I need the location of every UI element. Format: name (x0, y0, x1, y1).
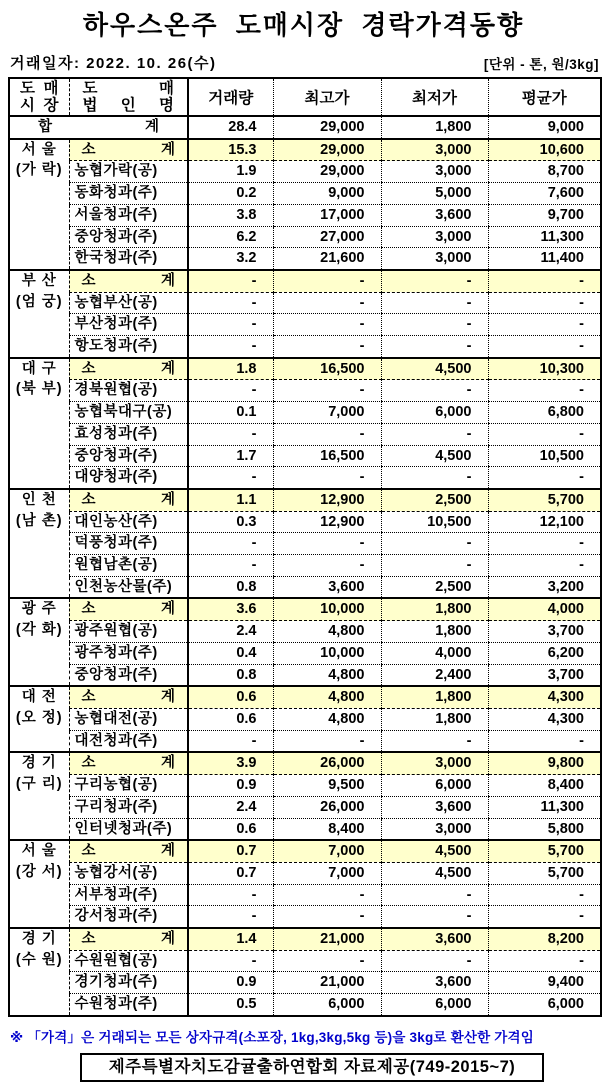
subtotal-row (9, 752, 601, 774)
corp-volume: 2.4 (188, 621, 273, 643)
subtotal-low: 3,000 (381, 752, 488, 774)
subtotal-volume: 0.7 (188, 840, 273, 862)
corp-high: 3,600 (273, 576, 381, 598)
company-row (9, 533, 601, 555)
subtotal-high: 21,000 (273, 928, 381, 950)
corp-low: - (381, 380, 488, 402)
corp-high: - (273, 423, 381, 445)
subtotal-avg: - (488, 270, 601, 292)
corp-high: 27,000 (273, 226, 381, 248)
corp-low: 1,800 (381, 708, 488, 730)
header-volume: 거래량 (188, 78, 273, 116)
corp-low: 4,500 (381, 445, 488, 467)
corp-high: - (273, 555, 381, 577)
corp-low: - (381, 533, 488, 555)
corp-low: - (381, 292, 488, 314)
company-row (9, 642, 601, 664)
subtotal-high: 16,500 (273, 358, 381, 380)
company-row (9, 775, 601, 797)
corp-high: 7,000 (273, 862, 381, 884)
header-market-line1: 도 매 (20, 80, 59, 97)
corp-avg: - (488, 950, 601, 972)
market-name: 경 기 (21, 931, 57, 948)
submarket-name: (가 락) (15, 162, 63, 179)
subtotal-row (9, 928, 601, 950)
corp-name: 동화청과(주) (69, 183, 188, 205)
company-row (9, 884, 601, 906)
market-cell (9, 358, 69, 489)
subtotal-low: 4,500 (381, 840, 488, 862)
corp-volume: 6.2 (188, 226, 273, 248)
corp-high: 8,400 (273, 818, 381, 840)
corp-avg: 11,300 (488, 226, 601, 248)
corp-name: 서부청과(주) (69, 884, 188, 906)
corp-volume: 1.9 (188, 161, 273, 183)
subtotal-avg: 8,200 (488, 928, 601, 950)
corp-name: 수원청과(주) (69, 994, 188, 1016)
subtotal-volume: 1.8 (188, 358, 273, 380)
header-market (9, 78, 69, 116)
subtotal-label: 소 계 (69, 358, 188, 380)
corp-volume: - (188, 555, 273, 577)
corp-low: 2,400 (381, 664, 488, 686)
company-row (9, 204, 601, 226)
market-cell (9, 928, 69, 1016)
corp-avg: 11,400 (488, 248, 601, 270)
corp-avg: 11,300 (488, 796, 601, 818)
subtotal-volume: 0.6 (188, 686, 273, 708)
corp-high: 21,000 (273, 972, 381, 994)
company-row (9, 576, 601, 598)
corp-volume: 0.5 (188, 994, 273, 1016)
corp-low: - (381, 467, 488, 489)
corp-avg: - (488, 292, 601, 314)
subtotal-high: 10,000 (273, 598, 381, 620)
corp-volume: - (188, 423, 273, 445)
company-row (9, 292, 601, 314)
subtotal-row (9, 489, 601, 511)
corp-avg: 5,800 (488, 818, 601, 840)
corp-volume: 0.8 (188, 664, 273, 686)
corp-low: 3,000 (381, 226, 488, 248)
corp-high: 9,000 (273, 183, 381, 205)
header-corp-line1: 도 매 (82, 80, 174, 97)
market-cell (9, 752, 69, 840)
subtotal-row (9, 270, 601, 292)
table-header-row (9, 78, 601, 116)
market-name: 서 울 (21, 141, 57, 158)
subtotal-volume: 1.4 (188, 928, 273, 950)
submarket-name: (강 서) (15, 863, 63, 880)
subtotal-avg: 4,000 (488, 598, 601, 620)
subtotal-label: 소 계 (69, 270, 188, 292)
company-row (9, 511, 601, 533)
company-row (9, 906, 601, 928)
company-row (9, 664, 601, 686)
market-name: 대 전 (21, 689, 57, 706)
company-row (9, 226, 601, 248)
corp-avg: - (488, 730, 601, 752)
corp-high: - (273, 380, 381, 402)
corp-volume: 0.7 (188, 862, 273, 884)
corp-volume: 0.8 (188, 576, 273, 598)
total-label: 합 계 (9, 116, 188, 139)
corp-volume: 0.3 (188, 511, 273, 533)
corp-avg: - (488, 884, 601, 906)
corp-volume: - (188, 730, 273, 752)
subtotal-row (9, 686, 601, 708)
corp-name: 농협가락(공) (69, 161, 188, 183)
corp-low: 5,000 (381, 183, 488, 205)
company-row (9, 708, 601, 730)
corp-name: 구리농협(공) (69, 775, 188, 797)
unit-label: [단위 - 톤, 원/3kg] (483, 57, 599, 72)
corp-name: 농협부산(공) (69, 292, 188, 314)
corp-low: - (381, 336, 488, 358)
header-high-price: 최고가 (273, 78, 381, 116)
corp-volume: - (188, 906, 273, 928)
corp-volume: - (188, 884, 273, 906)
subtotal-high: 26,000 (273, 752, 381, 774)
corp-name: 효성청과(주) (69, 423, 188, 445)
total-avg: 9,000 (488, 116, 601, 139)
corp-high: - (273, 292, 381, 314)
corp-low: - (381, 555, 488, 577)
subtotal-row (9, 598, 601, 620)
market-cell (9, 598, 69, 686)
company-row (9, 467, 601, 489)
corp-name: 수원원협(공) (69, 950, 188, 972)
corp-avg: 6,000 (488, 994, 601, 1016)
corp-avg: 9,400 (488, 972, 601, 994)
corp-avg: - (488, 467, 601, 489)
corp-high: - (273, 314, 381, 336)
corp-avg: - (488, 336, 601, 358)
market-name: 대 구 (21, 360, 57, 377)
subtotal-high: 4,800 (273, 686, 381, 708)
company-row (9, 402, 601, 424)
corp-name: 한국청과(주) (69, 248, 188, 270)
market-name: 서 울 (21, 843, 57, 860)
corp-low: - (381, 884, 488, 906)
corp-low: 3,600 (381, 204, 488, 226)
corp-name: 구리청과(주) (69, 796, 188, 818)
corp-high: - (273, 467, 381, 489)
corp-name: 서울청과(주) (69, 204, 188, 226)
corp-volume: - (188, 467, 273, 489)
company-row (9, 818, 601, 840)
corp-name: 중앙청과(주) (69, 226, 188, 248)
corp-name: 농협강서(공) (69, 862, 188, 884)
company-row (9, 248, 601, 270)
corp-volume: 0.4 (188, 642, 273, 664)
subtotal-low: 1,800 (381, 686, 488, 708)
total-volume: 28.4 (188, 116, 273, 139)
corp-avg: - (488, 380, 601, 402)
corp-volume: 3.8 (188, 204, 273, 226)
subtotal-low: 4,500 (381, 358, 488, 380)
market-name: 인 천 (21, 491, 57, 508)
subtotal-high: 29,000 (273, 139, 381, 161)
subtotal-avg: 4,300 (488, 686, 601, 708)
subtotal-avg: 10,600 (488, 139, 601, 161)
trade-date-label: 거래일자: 2022. 10. 26(수) (10, 55, 217, 72)
corp-low: - (381, 906, 488, 928)
corp-low: 3,000 (381, 161, 488, 183)
header-low-price: 최저가 (381, 78, 488, 116)
corp-low: 1,800 (381, 621, 488, 643)
corp-name: 강서청과(주) (69, 906, 188, 928)
subtotal-avg: 5,700 (488, 489, 601, 511)
company-row (9, 994, 601, 1016)
corp-avg: 8,400 (488, 775, 601, 797)
corp-low: 4,500 (381, 862, 488, 884)
total-low: 1,800 (381, 116, 488, 139)
submarket-name: (수 원) (15, 951, 63, 968)
header-corp-line2: 법 인 명 (82, 97, 174, 114)
subtotal-row (9, 358, 601, 380)
corp-low: 3,600 (381, 796, 488, 818)
market-cell (9, 489, 69, 599)
corp-name: 인천농산물(주) (69, 576, 188, 598)
corp-avg: - (488, 533, 601, 555)
corp-low: - (381, 950, 488, 972)
corp-name: 경북원협(공) (69, 380, 188, 402)
header-corp (69, 78, 188, 116)
market-cell (9, 270, 69, 358)
corp-high: 17,000 (273, 204, 381, 226)
corp-avg: 3,700 (488, 664, 601, 686)
corp-avg: - (488, 314, 601, 336)
corp-high: 26,000 (273, 796, 381, 818)
corp-name: 중앙청과(주) (69, 445, 188, 467)
price-table (8, 77, 602, 1017)
corp-name: 인터넷청과(주) (69, 818, 188, 840)
corp-high: 7,000 (273, 402, 381, 424)
data-provider-box (80, 1053, 544, 1082)
corp-volume: - (188, 336, 273, 358)
company-row (9, 445, 601, 467)
subtotal-low: - (381, 270, 488, 292)
corp-high: 4,800 (273, 708, 381, 730)
total-row (9, 116, 601, 139)
corp-avg: 7,600 (488, 183, 601, 205)
subtotal-row (9, 840, 601, 862)
corp-avg: 3,200 (488, 576, 601, 598)
company-row (9, 555, 601, 577)
company-row (9, 862, 601, 884)
corp-low: 2,500 (381, 576, 488, 598)
company-row (9, 730, 601, 752)
corp-name: 대인농산(주) (69, 511, 188, 533)
subtotal-row (9, 139, 601, 161)
corp-volume: 0.6 (188, 818, 273, 840)
corp-avg: 5,700 (488, 862, 601, 884)
submarket-name: (북 부) (15, 381, 63, 398)
corp-high: - (273, 906, 381, 928)
corp-avg: 6,800 (488, 402, 601, 424)
corp-volume: 2.4 (188, 796, 273, 818)
price-footnote: ※ 「가격」은 거래되는 모든 상자규격(소포장, 1kg,3kg,5kg 등)을 3kg로 환산한 가격임 (10, 1029, 534, 1045)
corp-low: 3,000 (381, 818, 488, 840)
corp-high: - (273, 533, 381, 555)
market-name: 부 산 (21, 272, 57, 289)
corp-low: 6,000 (381, 994, 488, 1016)
corp-volume: - (188, 950, 273, 972)
corp-volume: - (188, 314, 273, 336)
market-cell (9, 686, 69, 752)
corp-high: - (273, 336, 381, 358)
corp-high: 21,600 (273, 248, 381, 270)
corp-volume: 0.2 (188, 183, 273, 205)
market-name: 광 주 (21, 601, 57, 618)
subtotal-label: 소 계 (69, 752, 188, 774)
corp-avg: - (488, 906, 601, 928)
corp-volume: 0.9 (188, 972, 273, 994)
corp-avg: 8,700 (488, 161, 601, 183)
corp-low: 6,000 (381, 402, 488, 424)
corp-name: 광주원협(공) (69, 621, 188, 643)
corp-volume: 0.1 (188, 402, 273, 424)
total-high: 29,000 (273, 116, 381, 139)
company-row (9, 950, 601, 972)
corp-avg: 9,700 (488, 204, 601, 226)
subtotal-high: 12,900 (273, 489, 381, 511)
submarket-name: (구 리) (15, 776, 63, 793)
market-name: 경 기 (21, 755, 57, 772)
corp-volume: 0.6 (188, 708, 273, 730)
subtotal-high: - (273, 270, 381, 292)
subtotal-label: 소 계 (69, 598, 188, 620)
corp-name: 중앙청과(주) (69, 664, 188, 686)
corp-avg: 10,500 (488, 445, 601, 467)
corp-high: 4,800 (273, 664, 381, 686)
corp-low: - (381, 423, 488, 445)
subtotal-avg: 9,800 (488, 752, 601, 774)
info-row (10, 52, 599, 73)
submarket-name: (엄 궁) (15, 293, 63, 310)
corp-high: 12,900 (273, 511, 381, 533)
corp-avg: 12,100 (488, 511, 601, 533)
company-row (9, 183, 601, 205)
corp-high: - (273, 950, 381, 972)
company-row (9, 796, 601, 818)
company-row (9, 621, 601, 643)
corp-name: 부산청과(주) (69, 314, 188, 336)
corp-name: 원협남촌(공) (69, 555, 188, 577)
subtotal-avg: 10,300 (488, 358, 601, 380)
subtotal-label: 소 계 (69, 489, 188, 511)
subtotal-volume: 3.6 (188, 598, 273, 620)
subtotal-volume: 15.3 (188, 139, 273, 161)
corp-low: 4,000 (381, 642, 488, 664)
corp-volume: - (188, 380, 273, 402)
company-row (9, 161, 601, 183)
subtotal-low: 3,600 (381, 928, 488, 950)
corp-avg: 3,700 (488, 621, 601, 643)
corp-high: 4,800 (273, 621, 381, 643)
corp-high: 29,000 (273, 161, 381, 183)
corp-name: 농협대전(공) (69, 708, 188, 730)
corp-avg: - (488, 555, 601, 577)
company-row (9, 336, 601, 358)
company-row (9, 423, 601, 445)
corp-name: 대양청과(주) (69, 467, 188, 489)
subtotal-volume: 1.1 (188, 489, 273, 511)
subtotal-label: 소 계 (69, 686, 188, 708)
corp-high: 9,500 (273, 775, 381, 797)
subtotal-high: 7,000 (273, 840, 381, 862)
subtotal-low: 3,000 (381, 139, 488, 161)
corp-volume: 1.7 (188, 445, 273, 467)
company-row (9, 380, 601, 402)
submarket-name: (오 정) (15, 709, 63, 726)
corp-volume: 0.9 (188, 775, 273, 797)
subtotal-low: 1,800 (381, 598, 488, 620)
market-cell (9, 139, 69, 270)
corp-low: 3,000 (381, 248, 488, 270)
page-title: 하우스온주 도매시장 경락가격동향 (82, 10, 525, 40)
corp-avg: 6,200 (488, 642, 601, 664)
market-table-body (9, 116, 601, 1016)
corp-name: 농협북대구(공) (69, 402, 188, 424)
corp-low: - (381, 314, 488, 336)
corp-volume: 3.2 (188, 248, 273, 270)
corp-high: - (273, 884, 381, 906)
corp-low: 3,600 (381, 972, 488, 994)
corp-high: 10,000 (273, 642, 381, 664)
company-row (9, 972, 601, 994)
corp-high: 6,000 (273, 994, 381, 1016)
submarket-name: (남 촌) (15, 512, 63, 529)
corp-volume: - (188, 533, 273, 555)
corp-name: 항도청과(주) (69, 336, 188, 358)
submarket-name: (각 화) (15, 622, 63, 639)
corp-high: - (273, 730, 381, 752)
corp-low: 6,000 (381, 775, 488, 797)
subtotal-low: 2,500 (381, 489, 488, 511)
corp-avg: - (488, 423, 601, 445)
subtotal-volume: 3.9 (188, 752, 273, 774)
corp-name: 광주청과(주) (69, 642, 188, 664)
subtotal-label: 소 계 (69, 840, 188, 862)
corp-volume: - (188, 292, 273, 314)
header-market-line2: 시 장 (20, 97, 59, 114)
corp-avg: 4,300 (488, 708, 601, 730)
company-row (9, 314, 601, 336)
corp-name: 덕풍청과(주) (69, 533, 188, 555)
corp-low: 10,500 (381, 511, 488, 533)
corp-high: 16,500 (273, 445, 381, 467)
data-provider-text: 제주특별자치도감귤출하연합회 자료제공(749-2015~7) (108, 1057, 516, 1076)
header-avg-price: 평균가 (488, 78, 601, 116)
subtotal-avg: 5,700 (488, 840, 601, 862)
subtotal-label: 소 계 (69, 928, 188, 950)
subtotal-label: 소 계 (69, 139, 188, 161)
corp-low: - (381, 730, 488, 752)
corp-name: 경기청과(주) (69, 972, 188, 994)
corp-name: 대전청과(주) (69, 730, 188, 752)
market-cell (9, 840, 69, 928)
subtotal-volume: - (188, 270, 273, 292)
